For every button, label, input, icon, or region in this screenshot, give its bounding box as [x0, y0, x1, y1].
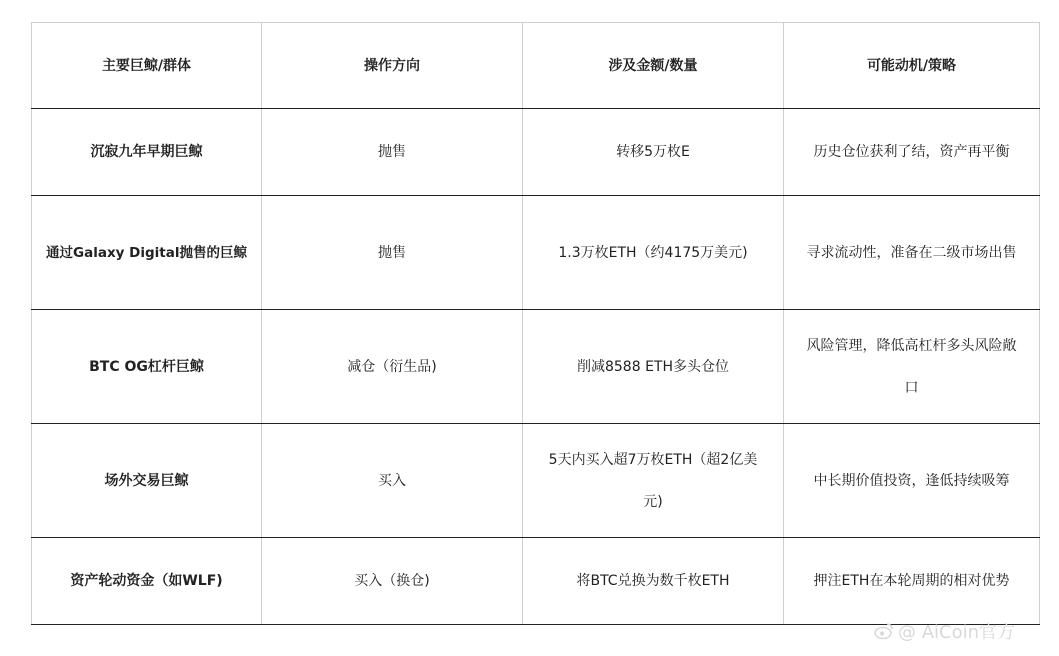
cell-motive: 风险管理，降低高杠杆多头风险敞口 — [784, 310, 1040, 424]
table-row — [32, 424, 1040, 538]
cell-direction: 抛售 — [262, 109, 523, 196]
table-row — [32, 196, 1040, 310]
cell-motive: 寻求流动性，准备在二级市场出售 — [784, 196, 1040, 310]
table-header-row — [32, 23, 1040, 109]
watermark — [874, 618, 1015, 644]
watermark-text: @ AiCoin官方 — [898, 622, 1016, 643]
cell-direction: 抛售 — [262, 196, 523, 310]
table-row — [32, 310, 1040, 424]
cell-motive: 押注ETH在本轮周期的相对优势 — [784, 538, 1040, 625]
header-direction: 操作方向 — [262, 23, 523, 109]
weibo-logo-icon — [874, 621, 894, 641]
whale-activity-table — [31, 22, 1040, 625]
cell-whale-group: 资产轮动资金（如WLF) — [32, 538, 262, 625]
cell-amount: 5天内买入超7万枚ETH（超2亿美元) — [523, 424, 784, 538]
cell-amount: 1.3万枚ETH（约4175万美元) — [523, 196, 784, 310]
cell-whale-group: BTC OG杠杆巨鲸 — [32, 310, 262, 424]
cell-motive: 历史仓位获利了结，资产再平衡 — [784, 109, 1040, 196]
table-row — [32, 538, 1040, 625]
table-row — [32, 109, 1040, 196]
cell-direction: 买入（换仓) — [262, 538, 523, 625]
header-whale-group: 主要巨鲸/群体 — [32, 23, 262, 109]
cell-whale-group: 通过Galaxy Digital抛售的巨鲸 — [32, 196, 262, 310]
header-amount: 涉及金额/数量 — [523, 23, 784, 109]
cell-amount: 将BTC兑换为数千枚ETH — [523, 538, 784, 625]
cell-direction: 买入 — [262, 424, 523, 538]
header-motive: 可能动机/策略 — [784, 23, 1040, 109]
cell-motive: 中长期价值投资，逢低持续吸筹 — [784, 424, 1040, 538]
cell-whale-group: 沉寂九年早期巨鲸 — [32, 109, 262, 196]
cell-amount: 转移5万枚E — [523, 109, 784, 196]
cell-direction: 减仓（衍生品) — [262, 310, 523, 424]
cell-amount: 削减8588 ETH多头仓位 — [523, 310, 784, 424]
cell-whale-group: 场外交易巨鲸 — [32, 424, 262, 538]
